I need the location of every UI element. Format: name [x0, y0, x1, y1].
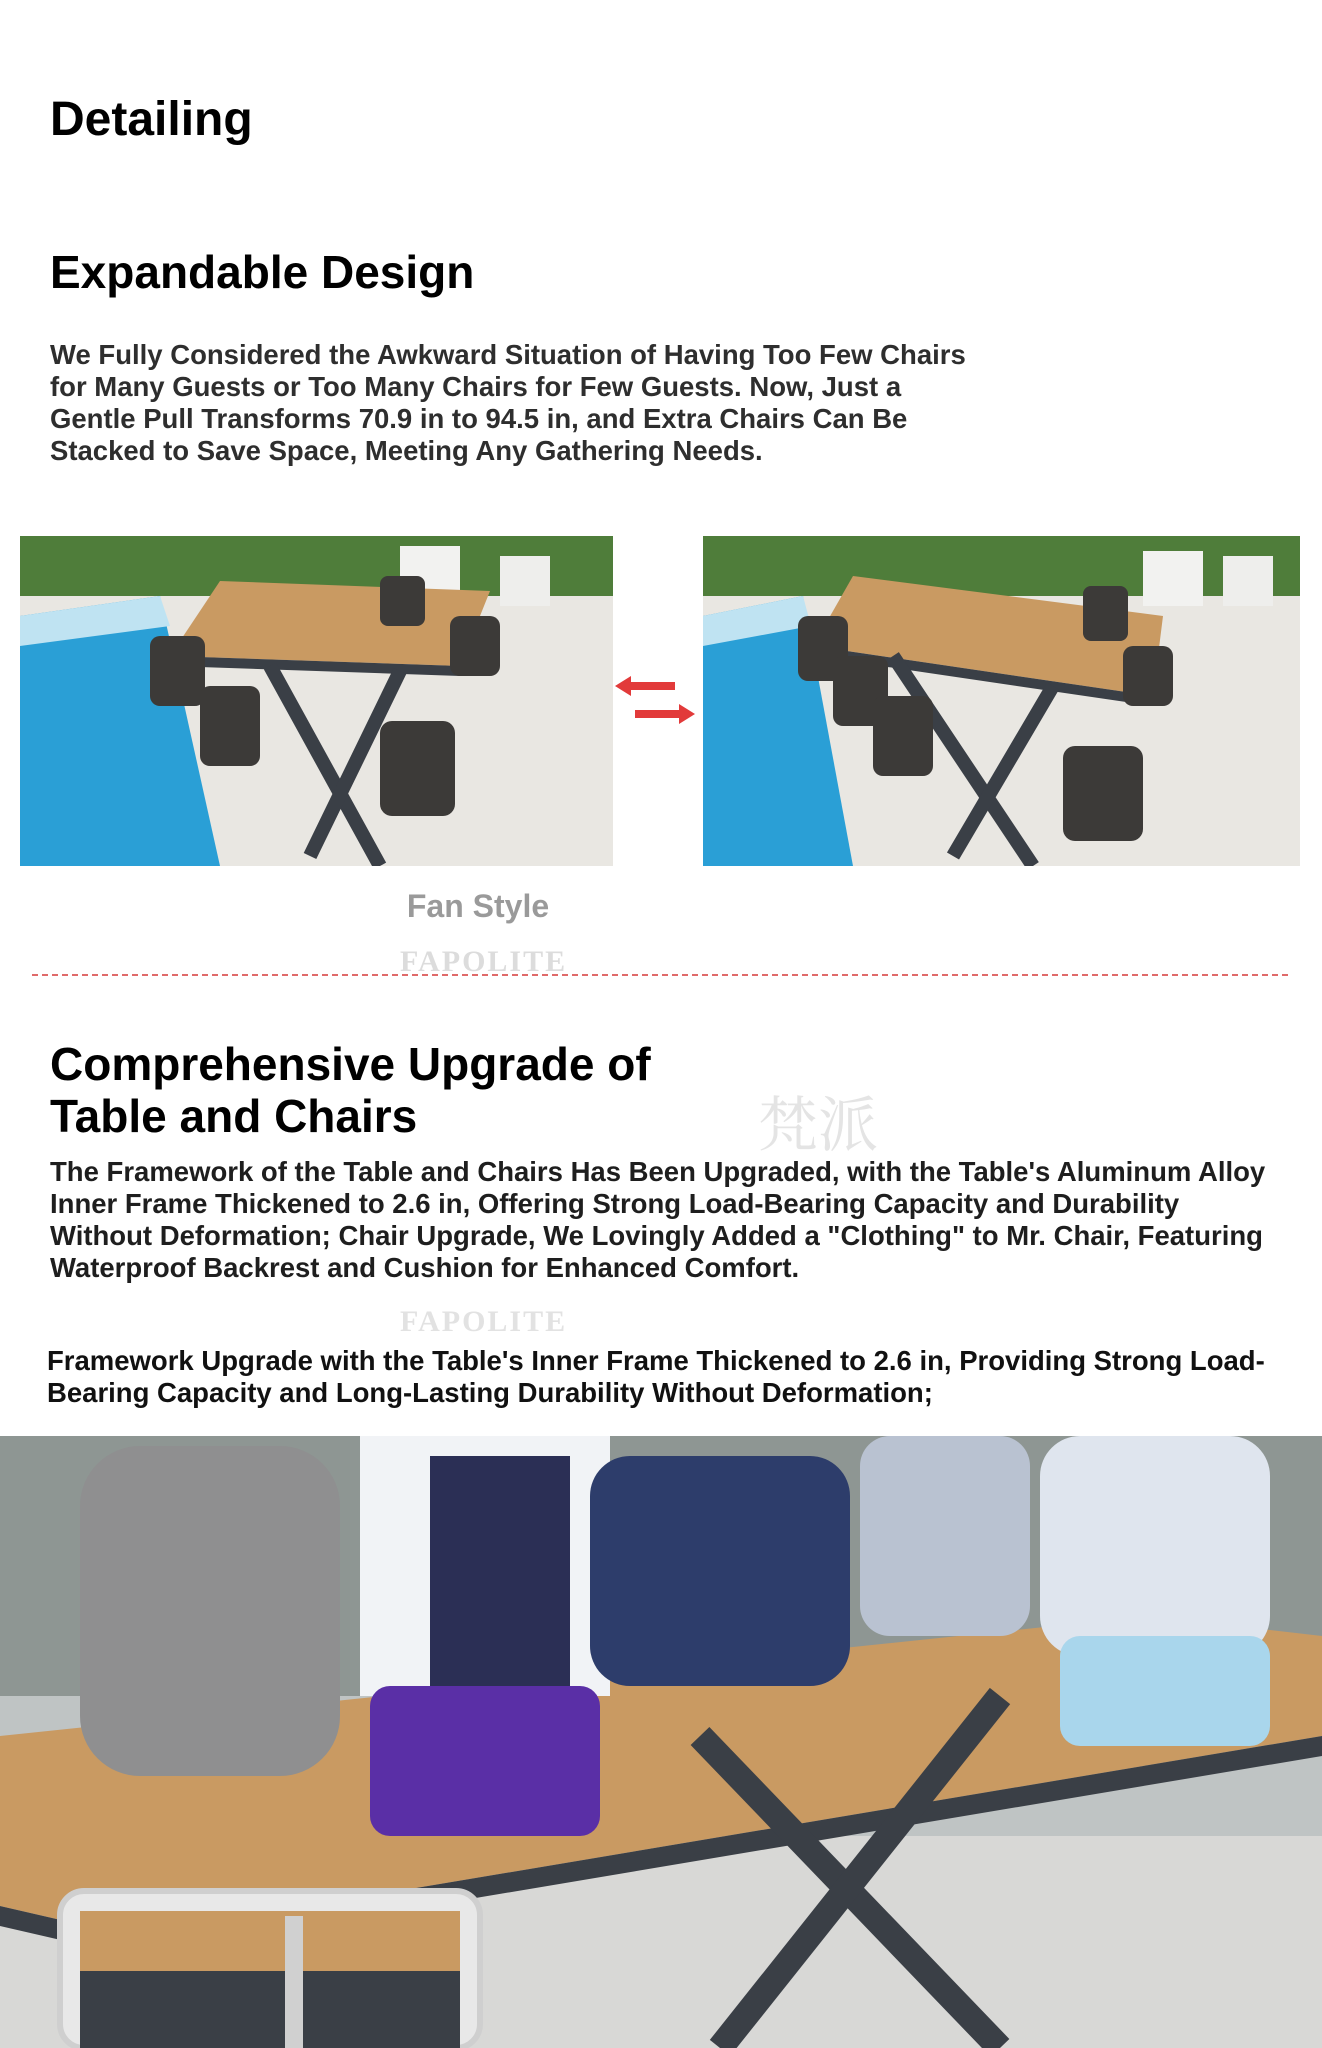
- people-on-table-photo: [0, 1436, 1322, 2048]
- fapolite-watermark-2: FAPOLITE: [400, 1305, 568, 1338]
- fan-style-caption: Fan Style: [406, 888, 550, 924]
- framework-paragraph: Framework Upgrade with the Table's Inner Frame Thickened to 2.6 in, Providing Strong Load-Bearing Capacity and Long-Lasting Durability Without Deformation;: [47, 1345, 1265, 1408]
- chinese-watermark: 梵派: [758, 1091, 878, 1161]
- table-extended-photo: [703, 536, 1300, 866]
- fapolite-watermark: FAPOLITE: [400, 945, 568, 978]
- comprehensive-heading: Comprehensive Upgrade of Table and Chairs: [50, 1038, 651, 1142]
- expandable-paragraph: We Fully Considered the Awkward Situation of Having Too Few Chairs for Many Guests or Too Many Chairs for Few Guests. Now, Just a Gentle Pull Transforms 70.9 in to 94.5 in, and Extra Chairs Can Be Stacked to Save Space, Meeting Any Gathering Needs.: [50, 339, 966, 466]
- comprehensive-paragraph: The Framework of the Table and Chairs Has Been Upgraded, with the Table's Aluminum Alloy Inner Frame Thickened to 2.6 in, Offering Strong Load-Bearing Capacity and Durability Without Deformation; Chair Upgrade, We Lovingly Added a "Clothing" to Mr. Chair, Featuring Waterproof Backrest and Cushion for Enhanced Comfort.: [50, 1156, 1266, 1283]
- table-compact-photo: [20, 536, 613, 866]
- dashed-divider: [32, 974, 1288, 976]
- expand-arrows-icon: [615, 670, 695, 730]
- expandable-heading: Expandable Design: [50, 246, 475, 298]
- detailing-heading: Detailing: [50, 93, 253, 146]
